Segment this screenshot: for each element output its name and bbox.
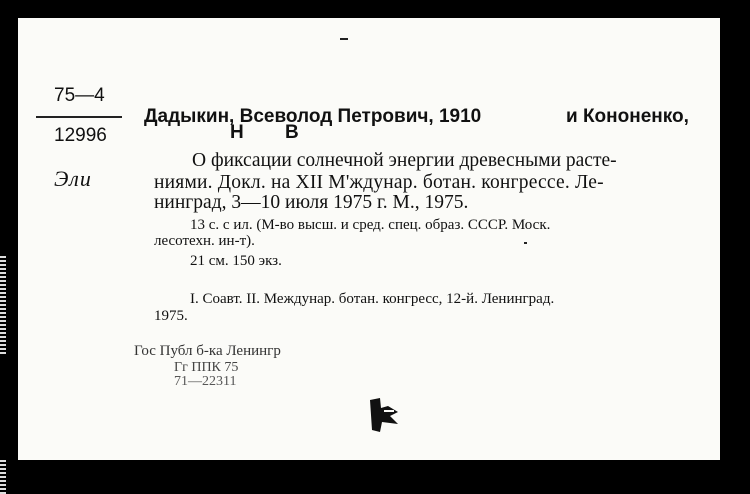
call-number-line1: 75—4 bbox=[54, 85, 105, 106]
scan-edge-noise bbox=[0, 256, 6, 356]
call-number-line2: 12996 bbox=[54, 125, 107, 146]
coauthor-initials: Н В bbox=[230, 122, 299, 143]
coauthor-heading: и Кононенко, bbox=[566, 106, 689, 127]
collation-line-3: 21 см. 150 экз. bbox=[190, 253, 282, 269]
ink-blot-icon bbox=[368, 394, 402, 434]
library-note-line-1: Гос Публ б-ка Ленингр bbox=[134, 343, 281, 359]
print-speck bbox=[524, 242, 527, 244]
handwritten-mark: Эли bbox=[54, 166, 92, 191]
library-note-line-3: 71—22311 bbox=[174, 374, 237, 389]
library-note-line-2: Гг ППК 75 bbox=[174, 360, 239, 375]
tracings-line-1: I. Соавт. II. Междунар. ботан. конгресс, 12-й. Ленинград. bbox=[190, 291, 555, 307]
title-line-3: нинград, 3—10 июля 1975 г. М., 1975. bbox=[154, 192, 469, 213]
scan-edge-noise bbox=[0, 460, 6, 494]
title-line-1: О фиксации солнечной энергии древесными расте- bbox=[192, 150, 617, 171]
collation-line-1: 13 с. с ил. (М-во высш. и сред. спец. образ. СССР. Моск. bbox=[190, 217, 551, 233]
title-line-2: ниями. Докл. на XII М'ждунар. ботан. конгрессе. Ле- bbox=[154, 172, 604, 193]
author-heading: Дадыкин, Всеволод Петрович, 1910 bbox=[144, 106, 482, 127]
call-number-divider bbox=[36, 116, 122, 118]
catalog-card bbox=[18, 18, 720, 460]
collation-line-2: лесотехн. ин-т). bbox=[154, 233, 255, 249]
print-speck bbox=[340, 38, 348, 40]
tracings-line-2: 1975. bbox=[154, 308, 188, 324]
